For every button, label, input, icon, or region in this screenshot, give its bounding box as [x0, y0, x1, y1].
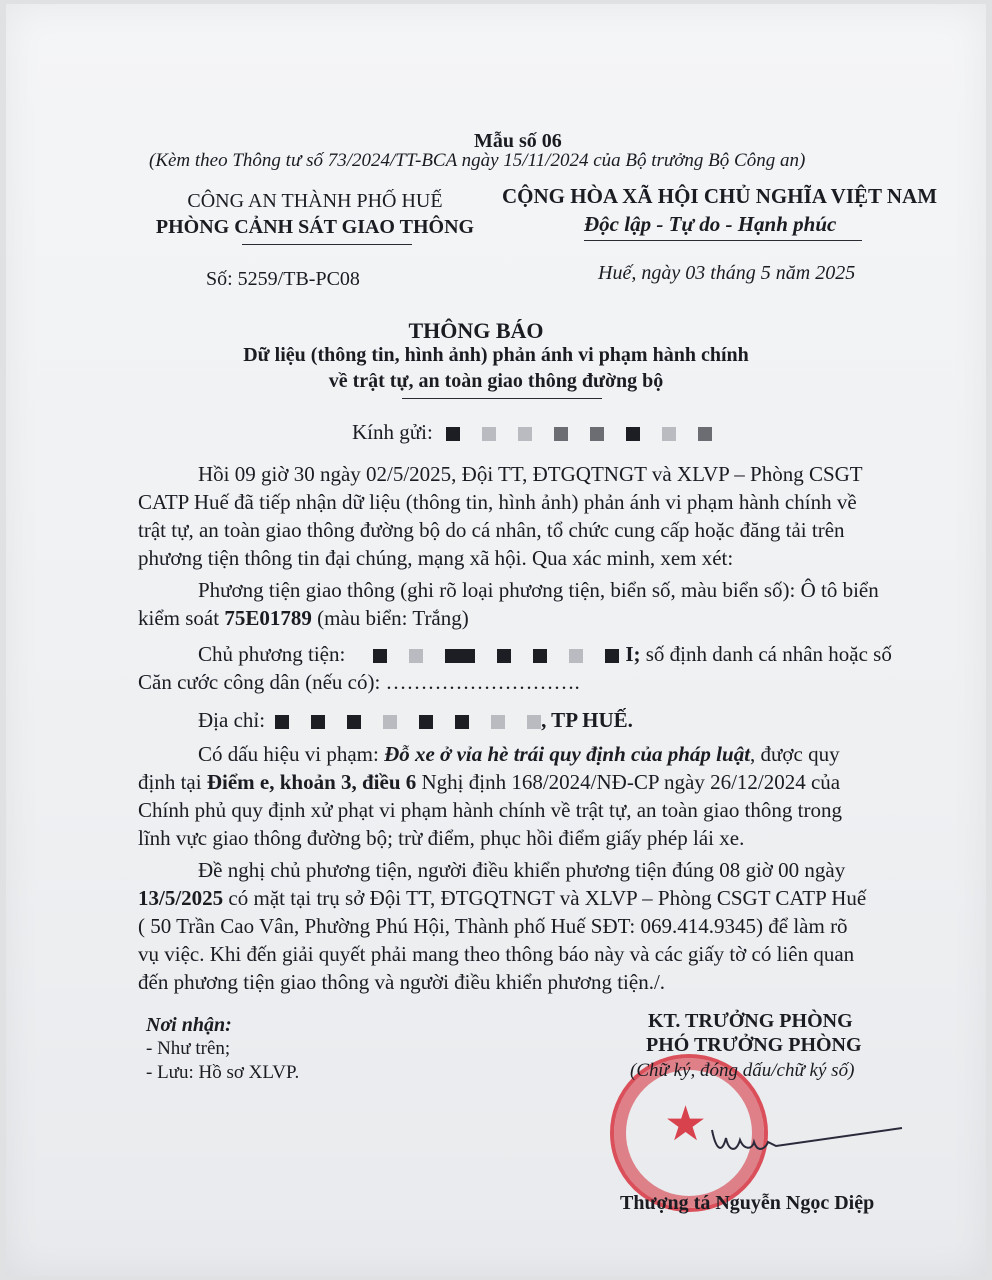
redacted-block: [698, 427, 712, 441]
document-title: THÔNG BÁO: [408, 318, 544, 343]
paragraph-line: Hồi 09 giờ 30 ngày 02/5/2025, Đội TT, ĐTGQTNGT và XLVP – Phòng CSGT: [198, 462, 863, 486]
request-line: ( 50 Trần Cao Vân, Phường Phú Hội, Thành phố Huế SĐT: 069.414.9345) để làm rõ: [138, 914, 848, 938]
form-number: Mẫu số 06: [474, 130, 562, 152]
agency-name: PHÒNG CẢNH SÁT GIAO THÔNG: [155, 216, 475, 238]
form-basis: (Kèm theo Thông tư số 73/2024/TT-BCA ngày 15/11/2024 của Bộ trưởng Bộ Công an): [149, 150, 806, 171]
star-icon: ★: [664, 1096, 708, 1152]
recipients-label: Nơi nhận:: [146, 1014, 232, 1036]
place-date: Huế, ngày 03 tháng 5 năm 2025: [598, 262, 856, 284]
owner-end: I;: [625, 642, 641, 666]
redacted-block: [662, 427, 676, 441]
agency-parent: CÔNG AN THÀNH PHỐ HUẾ: [187, 190, 443, 212]
redacted-block: [569, 649, 583, 663]
document-subtitle-2: về trật tự, an toàn giao thông đường bộ: [328, 370, 664, 392]
request-line: Đề nghị chủ phương tiện, người điều khiển phương tiện đúng 08 giờ 00 ngày: [198, 858, 846, 882]
document-page: [6, 4, 986, 1276]
redacted-block: [497, 649, 511, 663]
violation-line: [138, 768, 948, 796]
redacted-block: [626, 427, 640, 441]
address-label: Địa chỉ:: [198, 708, 266, 732]
request-line: [138, 884, 948, 912]
redacted-block: [518, 427, 532, 441]
paragraph-intro: [138, 460, 948, 572]
document-number: Số: 5259/TB-PC08: [206, 268, 360, 290]
redacted-block: [482, 427, 496, 441]
address-city: , TP HUẾ.: [541, 708, 633, 732]
violation-paragraph: [138, 740, 948, 852]
document-subtitle-1: Dữ liệu (thông tin, hình ảnh) phản ánh vi phạm hành chính: [243, 344, 749, 366]
redacted-block: [311, 715, 325, 729]
plate-color: (màu biển: Trắng): [311, 606, 469, 630]
address-line: [198, 706, 898, 734]
violation-text: , được quy: [750, 742, 840, 766]
redacted-block: [554, 427, 568, 441]
agency-underline: [242, 244, 412, 245]
violation-line: [138, 740, 948, 768]
owner-label: Chủ phương tiện:: [198, 642, 346, 666]
redacted-block: [409, 649, 423, 663]
redacted-block: [275, 715, 289, 729]
violation-offense: Đỗ xe ở vỉa hè trái quy định của pháp luật: [384, 742, 751, 766]
redacted-block: [383, 715, 397, 729]
redacted-block: [455, 715, 469, 729]
recipient-item: - Như trên;: [146, 1038, 231, 1059]
violation-intro: Có dấu hiệu vi phạm:: [198, 742, 385, 766]
plate-prefix: kiểm soát: [138, 606, 225, 630]
request-text: có mặt tại trụ sở Đội TT, ĐTGQTNGT và XLVP – Phòng CSGT CATP Huế: [223, 886, 867, 910]
owner-line: [138, 640, 958, 668]
owner-id-line: Căn cước công dân (nếu có): ……………………….: [138, 670, 580, 694]
signer-authority: KT. TRƯỞNG PHÒNG: [648, 1010, 853, 1032]
address-info: [198, 706, 898, 734]
national-title: CỘNG HÒA XÃ HỘI CHỦ NGHĨA VIỆT NAM: [502, 184, 938, 208]
redacted-block: [527, 715, 541, 729]
national-motto: Độc lập - Tự do - Hạnh phúc: [584, 212, 837, 236]
violation-line: lĩnh vực giao thông đường bộ; trừ điểm, phục hồi điểm giấy phép lái xe.: [138, 826, 745, 850]
vehicle-plate-line: [138, 604, 948, 632]
redacted-block: [446, 427, 460, 441]
owner-info: [138, 640, 958, 696]
violation-text: định tại: [138, 770, 207, 794]
request-line: đến phương tiện giao thông và người điều khiển phương tiện./.: [138, 970, 666, 994]
redacted-block: [419, 715, 433, 729]
appointment-date: 13/5/2025: [138, 886, 224, 910]
signer-title: PHÓ TRƯỞNG PHÒNG: [646, 1034, 862, 1056]
redacted-block: [533, 649, 547, 663]
request-line: vụ việc. Khi đến giải quyết phải mang theo thông báo này và các giấy tờ có liên quan: [138, 942, 855, 966]
violation-line: Chính phủ quy định xử phạt vi phạm hành chính về trật tự, an toàn giao thông trong: [138, 798, 842, 822]
redacted-block: [605, 649, 619, 663]
recipient-label: Kính gửi:: [352, 420, 433, 444]
paragraph-line: trật tự, an toàn giao thông đường bộ do cá nhân, tổ chức cung cấp hoặc đăng tải trên: [138, 518, 845, 542]
recipient-line: [352, 420, 734, 445]
violation-clause: Điểm e, khoản 3, điều 6: [206, 770, 417, 794]
paragraph-line: phương tiện thông tin đại chúng, mạng xã hội. Qua xác minh, xem xét:: [138, 546, 734, 570]
title-underline: [402, 398, 602, 399]
signer-name: Thượng tá Nguyễn Ngọc Diệp: [620, 1192, 875, 1214]
recipient-item: - Lưu: Hồ sơ XLVP.: [146, 1062, 300, 1083]
redacted-block: [373, 649, 387, 663]
vehicle-info: [138, 576, 948, 632]
signature-note: (Chữ ký, đóng dấu/chữ ký số): [630, 1060, 855, 1081]
request-paragraph: [138, 856, 948, 996]
motto-underline: [584, 240, 862, 241]
owner-id-text: số định danh cá nhân hoặc số: [640, 642, 892, 666]
violation-text: Nghị định 168/2024/NĐ-CP ngày 26/12/2024 của: [416, 770, 841, 794]
paragraph-line: CATP Huế đã tiếp nhận dữ liệu (thông tin, hình ảnh) phản ánh vi phạm hành chính về: [138, 490, 857, 514]
redacted-block: [590, 427, 604, 441]
license-plate: 75E01789: [224, 606, 312, 630]
redacted-block: [445, 649, 475, 663]
vehicle-line: Phương tiện giao thông (ghi rõ loại phương tiện, biển số, màu biển số): Ô tô biển: [198, 578, 879, 602]
redacted-block: [491, 715, 505, 729]
redacted-block: [347, 715, 361, 729]
handwritten-signature: [706, 1120, 906, 1160]
